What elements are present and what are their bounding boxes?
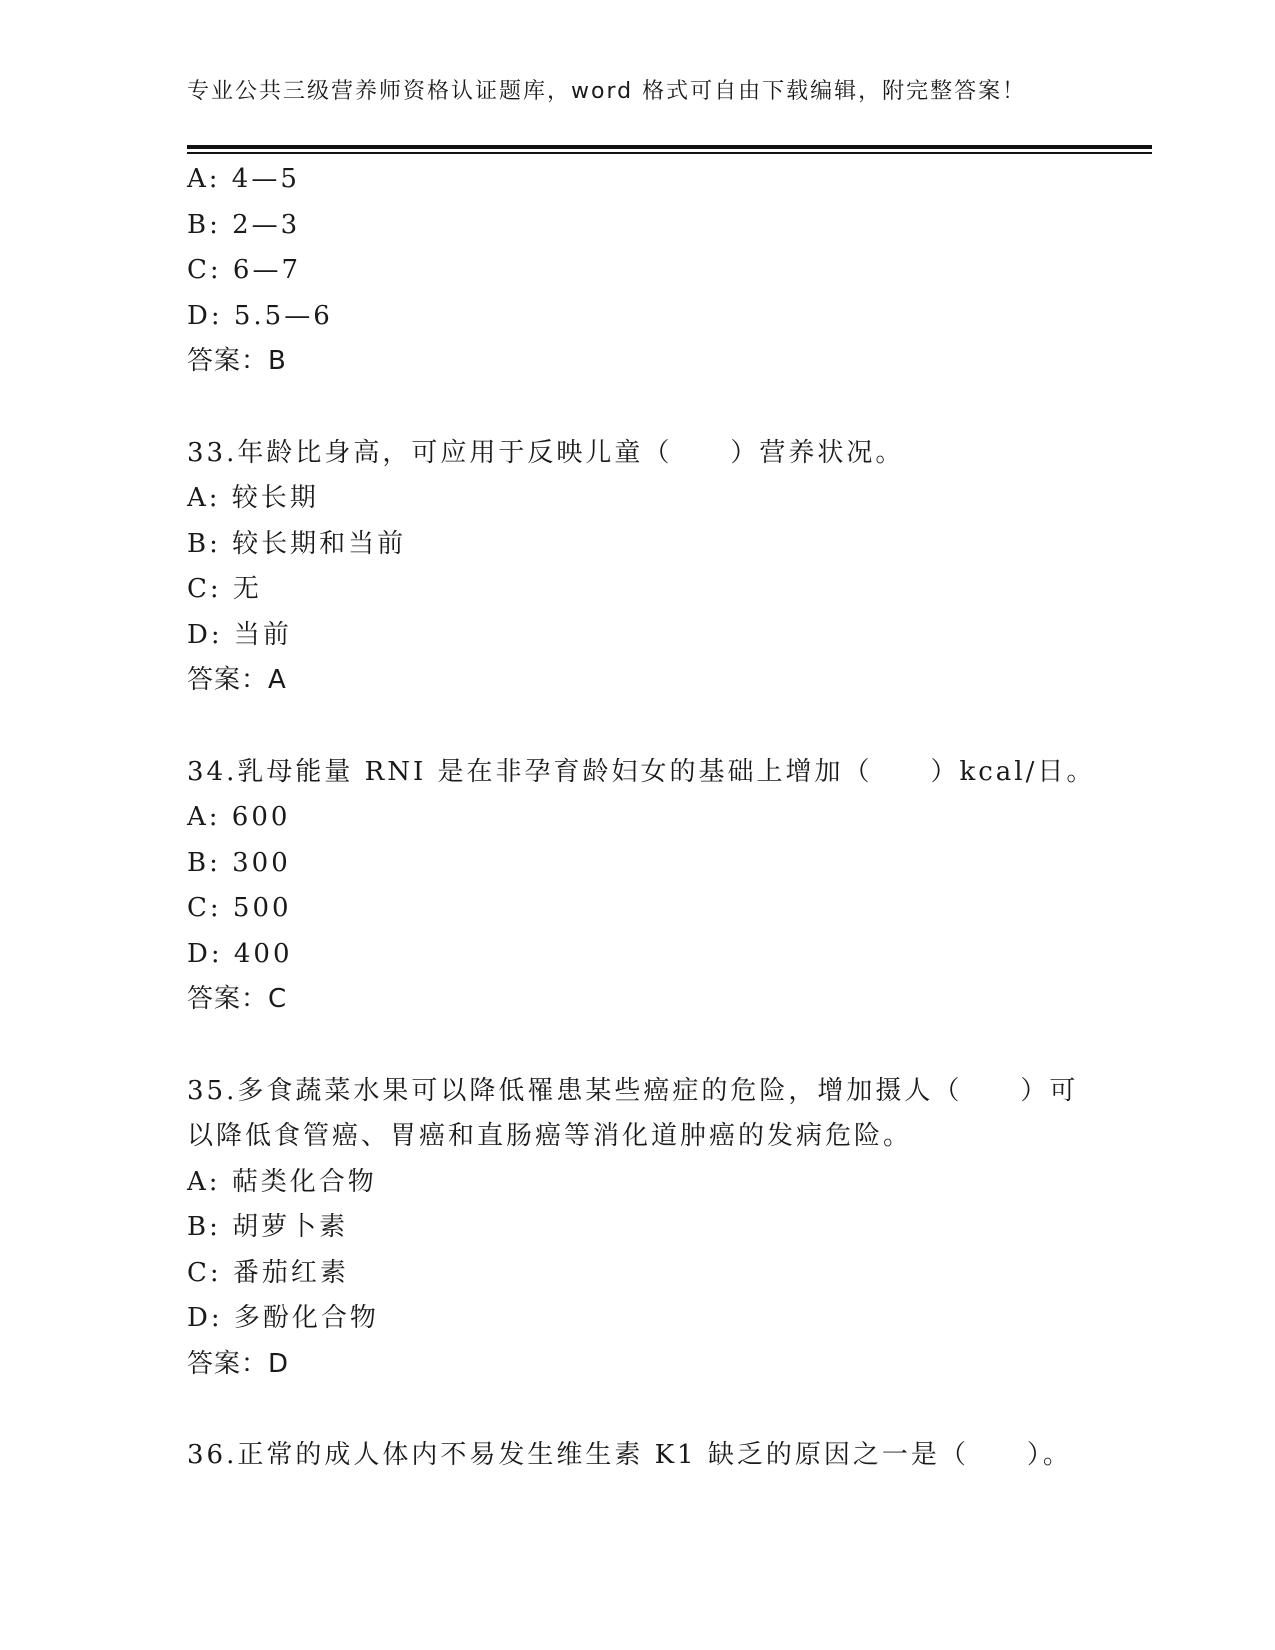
question-block — [187, 157, 1087, 385]
question-block — [187, 431, 1087, 704]
option-b: B: 胡萝卜素 — [187, 1212, 349, 1242]
option-c: C: 番茄红素 — [187, 1257, 349, 1288]
option-d: D: 400 — [187, 938, 293, 969]
question-block — [187, 1433, 1087, 1479]
answer: 答案：A — [187, 665, 287, 695]
question-stem-continued: 以降低食管癌、胃癌和直肠癌等消化道肿癌的发病危险。 — [187, 1121, 913, 1151]
option-d: D: 当前 — [187, 619, 292, 650]
question-block — [187, 750, 1096, 1023]
question-stem: 36.正常的成人体内不易发生维生素 K1 缺乏的原因之一是（ ）。 — [187, 1440, 1072, 1470]
option-b: B: 300 — [187, 847, 291, 878]
question-list — [187, 157, 1096, 1479]
page-header: 专业公共三级营养师资格认证题库，word 格式可自由下载编辑，附完整答案！ — [187, 79, 1027, 104]
question-stem: 33.年龄比身高，可应用于反映儿童（ ）营养状况。 — [187, 437, 905, 468]
option-b: B: 较长期和当前 — [187, 528, 407, 559]
option-a: A: 600 — [187, 802, 291, 832]
answer: 答案：D — [187, 1348, 290, 1379]
question-stem: 35.多食蔬菜水果可以降低罹患某些癌症的危险，增加摄人（ ）可 — [187, 1075, 1079, 1106]
option-a: A: 4—5 — [187, 164, 300, 194]
answer: 答案：B — [187, 346, 287, 376]
question-stem: 34.乳母能量 RNI 是在非孕育龄妇女的基础上增加（ ）kcal/日。 — [187, 756, 1096, 787]
spacer — [187, 1387, 1087, 1433]
answer: 答案：C — [187, 984, 288, 1014]
option-b: B: 2—3 — [187, 209, 301, 240]
spacer — [187, 1023, 1087, 1069]
option-a: A: 较长期 — [187, 483, 319, 513]
question-block — [187, 1069, 1087, 1388]
spacer — [187, 704, 1087, 750]
option-d: D: 多酚化合物 — [187, 1303, 379, 1333]
option-c: C: 6—7 — [187, 255, 302, 285]
header-rule-thick — [187, 145, 1152, 149]
option-d: D: 5.5—6 — [187, 300, 333, 331]
option-c: C: 500 — [187, 893, 292, 923]
spacer — [187, 385, 1087, 431]
option-c: C: 无 — [187, 574, 262, 604]
option-a: A: 萜类化合物 — [187, 1166, 377, 1197]
header-rule-thin — [187, 152, 1152, 154]
